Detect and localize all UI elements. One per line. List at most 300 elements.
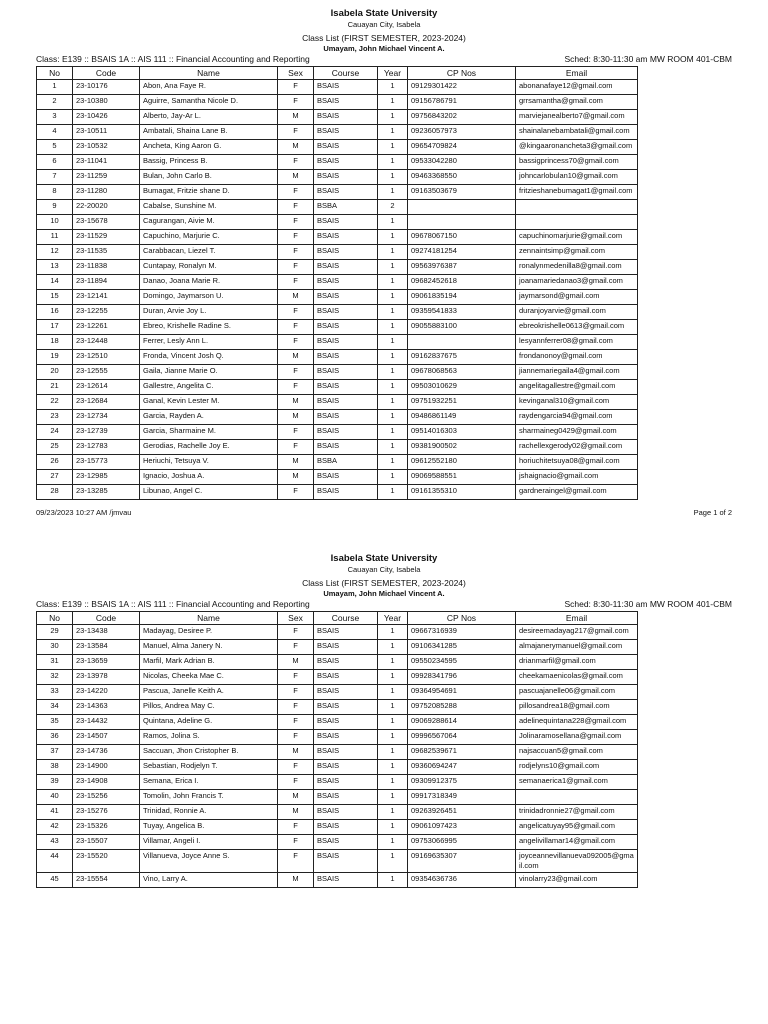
cell-email: desireemadayag217@gmail.com [516,625,638,640]
cell-cp-nos: 09274181254 [408,245,516,260]
cell-year: 1 [378,670,408,685]
cell-no: 5 [37,140,73,155]
cell-name: Danao, Joana Marie R. [140,275,278,290]
cell-name: Garcia, Rayden A. [140,410,278,425]
cell-cp-nos: 09359541833 [408,305,516,320]
cell-name: Ferrer, Lesly Ann L. [140,335,278,350]
cell-course: BSAIS [314,440,378,455]
cell-year: 1 [378,140,408,155]
cell-code: 23-14736 [73,745,140,760]
cell-cp-nos: 09503010629 [408,380,516,395]
instructor-name: Umayam, John Michael Vincent A. [323,44,445,53]
cell-name: Bulan, John Carlo B. [140,170,278,185]
cell-cp-nos: 09463368550 [408,170,516,185]
column-header-code: Code [73,612,140,625]
cell-code: 23-12510 [73,350,140,365]
cell-email: rodjelyns10@gmail.com [516,760,638,775]
table-row [37,320,638,335]
cell-year: 1 [378,470,408,485]
cell-course: BSAIS [314,290,378,305]
cell-no: 22 [37,395,73,410]
cell-year: 1 [378,215,408,230]
cell-no: 3 [37,110,73,125]
cell-sex: F [278,700,314,715]
cell-course: BSAIS [314,170,378,185]
cell-sex: F [278,485,314,500]
cell-code: 23-15773 [73,455,140,470]
cell-email: raydengarcia94@gmail.com [516,410,638,425]
cell-course: BSAIS [314,625,378,640]
cell-email: bassigprincess70@gmail.com [516,155,638,170]
cell-year: 1 [378,640,408,655]
cell-sex: M [278,290,314,305]
cell-email: kevinganal310@gmail.com [516,395,638,410]
cell-year: 1 [378,155,408,170]
cell-sex: F [278,365,314,380]
cell-no: 37 [37,745,73,760]
cell-no: 18 [37,335,73,350]
cell-email: ronalynmedenilla8@gmail.com [516,260,638,275]
cell-year: 1 [378,125,408,140]
cell-sex: F [278,715,314,730]
cell-cp-nos: 09612552180 [408,455,516,470]
cell-course: BSAIS [314,745,378,760]
cell-email: @kingaaronancheta3@gmail.com [516,140,638,155]
cell-sex: F [278,850,314,873]
cell-cp-nos [408,200,516,215]
cell-no: 7 [37,170,73,185]
cell-name: Madayag, Desiree P. [140,625,278,640]
cell-course: BSAIS [314,260,378,275]
column-header-code: Code [73,67,140,80]
cell-sex: F [278,215,314,230]
cell-course: BSAIS [314,640,378,655]
cell-course: BSAIS [314,275,378,290]
cell-year: 1 [378,685,408,700]
cell-no: 4 [37,125,73,140]
column-header-course: Course [314,67,378,80]
cell-code: 23-11041 [73,155,140,170]
cell-course: BSAIS [314,380,378,395]
cell-course: BSAIS [314,685,378,700]
table-row [37,140,638,155]
cell-email [516,200,638,215]
cell-sex: M [278,790,314,805]
cell-code: 23-14220 [73,685,140,700]
cell-course: BSAIS [314,835,378,850]
cell-email: lesyannferrer08@gmail.com [516,335,638,350]
cell-code: 23-15507 [73,835,140,850]
column-header-no: No [37,612,73,625]
cell-course: BSAIS [314,775,378,790]
cell-code: 23-11535 [73,245,140,260]
cell-year: 2 [378,200,408,215]
cell-course: BSAIS [314,820,378,835]
cell-no: 17 [37,320,73,335]
table-row [37,275,638,290]
cell-sex: F [278,425,314,440]
column-header-no: No [37,67,73,80]
cell-year: 1 [378,455,408,470]
cell-cp-nos: 09061097423 [408,820,516,835]
table-row [37,700,638,715]
cell-cp-nos: 09996567064 [408,730,516,745]
cell-cp-nos: 09364954691 [408,685,516,700]
table-row [37,850,638,873]
cell-sex: F [278,200,314,215]
cell-year: 1 [378,110,408,125]
table-row [37,245,638,260]
cell-year: 1 [378,395,408,410]
cell-year: 1 [378,820,408,835]
class-list-table [36,611,638,888]
table-row [37,760,638,775]
cell-code: 23-12614 [73,380,140,395]
cell-name: Sebastian, Rodjelyn T. [140,760,278,775]
cell-sex: F [278,260,314,275]
table-row [37,485,638,500]
cell-no: 44 [37,850,73,873]
cell-name: Garcia, Sharmaine M. [140,425,278,440]
cell-email: najsaccuan5@gmail.com [516,745,638,760]
cell-name: Marfil, Mark Adrian B. [140,655,278,670]
cell-code: 23-15554 [73,873,140,888]
cell-code: 23-13584 [73,640,140,655]
cell-cp-nos [408,335,516,350]
cell-sex: F [278,125,314,140]
cell-email: duranjoyarvie@gmail.com [516,305,638,320]
cell-code: 23-15326 [73,820,140,835]
table-row [37,655,638,670]
cell-code: 22-20020 [73,200,140,215]
cell-no: 31 [37,655,73,670]
cell-name: Capuchino, Marjurie C. [140,230,278,245]
cell-email: sharmaineg0429@gmail.com [516,425,638,440]
cell-code: 23-11529 [73,230,140,245]
cell-code: 23-14908 [73,775,140,790]
cell-cp-nos: 09156786791 [408,95,516,110]
cell-cp-nos: 09309912375 [408,775,516,790]
cell-email: cheekamaenicolas@gmail.com [516,670,638,685]
cell-cp-nos: 09381900502 [408,440,516,455]
cell-cp-nos: 09917318349 [408,790,516,805]
cell-no: 19 [37,350,73,365]
column-header-email: Email [516,67,638,80]
cell-name: Fronda, Vincent Josh Q. [140,350,278,365]
cell-cp-nos: 09360694247 [408,760,516,775]
cell-year: 1 [378,185,408,200]
cell-email: jiannemariegaila4@gmail.com [516,365,638,380]
cell-email: joyceannevillanueva092005@gmail.com [516,850,638,873]
class-info: Class: E139 :: BSAIS 1A :: AIS 111 :: Financial Accounting and Reporting [36,599,310,609]
cell-name: Nicolas, Cheeka Mae C. [140,670,278,685]
page-number: Page 1 of 2 [693,508,732,517]
cell-email: angelivillamar14@gmail.com [516,835,638,850]
cell-year: 1 [378,245,408,260]
cell-email [516,215,638,230]
cell-code: 23-15256 [73,790,140,805]
cell-code: 23-12985 [73,470,140,485]
cell-no: 10 [37,215,73,230]
cell-code: 23-12783 [73,440,140,455]
cell-email: joanamariedanao3@gmail.com [516,275,638,290]
cell-code: 23-13659 [73,655,140,670]
cell-sex: M [278,350,314,365]
cell-course: BSAIS [314,245,378,260]
table-row [37,260,638,275]
cell-no: 27 [37,470,73,485]
cell-no: 45 [37,873,73,888]
cell-name: Cabalse, Sunshine M. [140,200,278,215]
cell-name: Gerodias, Rachelle Joy E. [140,440,278,455]
cell-course: BSAIS [314,700,378,715]
cell-course: BSAIS [314,320,378,335]
table-row [37,730,638,745]
cell-year: 1 [378,95,408,110]
cell-email: semanaerica1@gmail.com [516,775,638,790]
table-row [37,625,638,640]
cell-sex: F [278,80,314,95]
cell-no: 42 [37,820,73,835]
cell-sex: M [278,745,314,760]
cell-course: BSAIS [314,470,378,485]
cell-cp-nos: 09162837675 [408,350,516,365]
table-row [37,745,638,760]
cell-sex: M [278,110,314,125]
table-row [37,873,638,888]
column-header-sex: Sex [278,67,314,80]
table-row [37,380,638,395]
cell-sex: M [278,805,314,820]
cell-code: 23-11838 [73,260,140,275]
cell-name: Gaila, Jianne Marie O. [140,365,278,380]
table-row [37,685,638,700]
table-row [37,215,638,230]
cell-year: 1 [378,425,408,440]
cell-email: ebreokrishelle0613@gmail.com [516,320,638,335]
cell-sex: M [278,655,314,670]
cell-code: 23-12261 [73,320,140,335]
cell-year: 1 [378,170,408,185]
cell-no: 28 [37,485,73,500]
cell-year: 1 [378,485,408,500]
cell-year: 1 [378,835,408,850]
cell-email: abonanafaye12@gmail.com [516,80,638,95]
cell-year: 1 [378,230,408,245]
cell-year: 1 [378,655,408,670]
cell-sex: F [278,275,314,290]
cell-year: 1 [378,350,408,365]
cell-cp-nos: 09069588551 [408,470,516,485]
cell-no: 35 [37,715,73,730]
schedule-info: Sched: 8:30-11:30 am MW ROOM 401-CBM [564,599,732,609]
cell-name: Ebreo, Krishelle Radine S. [140,320,278,335]
cell-code: 23-11259 [73,170,140,185]
cell-no: 11 [37,230,73,245]
cell-cp-nos: 09129301422 [408,80,516,95]
cell-sex: M [278,455,314,470]
cell-cp-nos: 09751932251 [408,395,516,410]
cell-course: BSAIS [314,335,378,350]
print-timestamp: 09/23/2023 10:27 AM /jmvau [36,508,132,517]
table-row [37,335,638,350]
cell-email: jshaignacio@gmail.com [516,470,638,485]
cell-sex: F [278,685,314,700]
cell-sex: M [278,140,314,155]
class-list-table [36,66,638,500]
cell-name: Trinidad, Ronnie A. [140,805,278,820]
cell-name: Ignacio, Joshua A. [140,470,278,485]
table-row [37,640,638,655]
cell-code: 23-10511 [73,125,140,140]
cell-no: 34 [37,700,73,715]
cell-no: 36 [37,730,73,745]
table-row [37,805,638,820]
cell-code: 23-10426 [73,110,140,125]
cell-no: 13 [37,260,73,275]
cell-name: Pascua, Janelle Keith A. [140,685,278,700]
cell-email: drianmarfil@gmail.com [516,655,638,670]
cell-name: Semana, Erica I. [140,775,278,790]
cell-year: 1 [378,380,408,395]
cell-cp-nos: 09756843202 [408,110,516,125]
cell-code: 23-12734 [73,410,140,425]
cell-cp-nos [408,215,516,230]
cell-name: Manuel, Alma Janery N. [140,640,278,655]
cell-sex: F [278,775,314,790]
cell-course: BSAIS [314,410,378,425]
cell-code: 23-14507 [73,730,140,745]
table-row [37,170,638,185]
cell-year: 1 [378,715,408,730]
column-header-name: Name [140,612,278,625]
cell-no: 43 [37,835,73,850]
cell-course: BSBA [314,200,378,215]
cell-name: Aguirre, Samantha Nicole D. [140,95,278,110]
cell-cp-nos: 09354636736 [408,873,516,888]
cell-no: 40 [37,790,73,805]
cell-cp-nos: 09654709824 [408,140,516,155]
cell-course: BSAIS [314,155,378,170]
column-header-cp-nos: CP Nos [408,67,516,80]
table-row [37,125,638,140]
table-header-row [37,67,638,80]
cell-code: 23-14900 [73,760,140,775]
cell-name: Heriuchi, Tetsuya V. [140,455,278,470]
cell-name: Tomolin, John Francis T. [140,790,278,805]
cell-course: BSAIS [314,850,378,873]
cell-course: BSAIS [314,125,378,140]
cell-sex: F [278,95,314,110]
cell-email: pillosandrea18@gmail.com [516,700,638,715]
cell-code: 23-12739 [73,425,140,440]
cell-cp-nos: 09752085288 [408,700,516,715]
cell-name: Ramos, Jolina S. [140,730,278,745]
cell-name: Pillos, Andrea May C. [140,700,278,715]
table-row [37,305,638,320]
table-row [37,470,638,485]
cell-name: Ambatali, Shaina Lane B. [140,125,278,140]
cell-course: BSAIS [314,350,378,365]
cell-code: 23-10380 [73,95,140,110]
cell-course: BSAIS [314,485,378,500]
cell-email: pascuajanelle06@gmail.com [516,685,638,700]
cell-no: 32 [37,670,73,685]
cell-course: BSAIS [314,80,378,95]
table-row [37,425,638,440]
cell-email: gardneraingel@gmail.com [516,485,638,500]
cell-name: Duran, Arvie Joy L. [140,305,278,320]
cell-year: 1 [378,440,408,455]
cell-email: horiuchitetsuya08@gmail.com [516,455,638,470]
cell-email: angelitagallestre@gmail.com [516,380,638,395]
cell-year: 1 [378,80,408,95]
cell-email: trinidadronnie27@gmail.com [516,805,638,820]
cell-email: shainalanebambatali@gmail.com [516,125,638,140]
cell-no: 24 [37,425,73,440]
cell-email: johncarlobulan10@gmail.com [516,170,638,185]
cell-email: marviejanealberto7@gmail.com [516,110,638,125]
cell-name: Villamar, Angeli I. [140,835,278,850]
table-header-row [37,612,638,625]
city-name: Cauayan City, Isabela [347,565,421,574]
cell-cp-nos: 09682539671 [408,745,516,760]
table-row [37,290,638,305]
cell-sex: F [278,305,314,320]
cell-no: 23 [37,410,73,425]
cell-cp-nos: 09236057973 [408,125,516,140]
cell-sex: F [278,820,314,835]
cell-code: 23-13978 [73,670,140,685]
cell-code: 23-11280 [73,185,140,200]
cell-sex: F [278,730,314,745]
cell-cp-nos: 09486861149 [408,410,516,425]
cell-no: 14 [37,275,73,290]
cell-year: 1 [378,873,408,888]
cell-course: BSAIS [314,425,378,440]
university-name: Isabela State University [330,553,438,564]
cell-name: Gallestre, Angelita C. [140,380,278,395]
column-header-email: Email [516,612,638,625]
cell-name: Cuntapay, Ronalyn M. [140,260,278,275]
cell-course: BSAIS [314,670,378,685]
cell-year: 1 [378,805,408,820]
cell-name: Saccuan, Jhon Cristopher B. [140,745,278,760]
cell-year: 1 [378,775,408,790]
city-name: Cauayan City, Isabela [347,20,421,29]
cell-no: 12 [37,245,73,260]
cell-cp-nos: 09533042280 [408,155,516,170]
column-header-name: Name [140,67,278,80]
cell-no: 16 [37,305,73,320]
cell-name: Vino, Larry A. [140,873,278,888]
cell-cp-nos: 09563976387 [408,260,516,275]
cell-course: BSBA [314,455,378,470]
cell-email: capuchinomarjurie@gmail.com [516,230,638,245]
cell-name: Domingo, Jaymarson U. [140,290,278,305]
cell-cp-nos: 09682452618 [408,275,516,290]
table-row [37,155,638,170]
cell-code: 23-10176 [73,80,140,95]
cell-email: adelinequintana228@gmail.com [516,715,638,730]
cell-sex: F [278,335,314,350]
university-name: Isabela State University [330,8,438,19]
table-row [37,200,638,215]
schedule-info: Sched: 8:30-11:30 am MW ROOM 401-CBM [564,54,732,64]
cell-course: BSAIS [314,730,378,745]
cell-no: 29 [37,625,73,640]
cell-no: 38 [37,760,73,775]
